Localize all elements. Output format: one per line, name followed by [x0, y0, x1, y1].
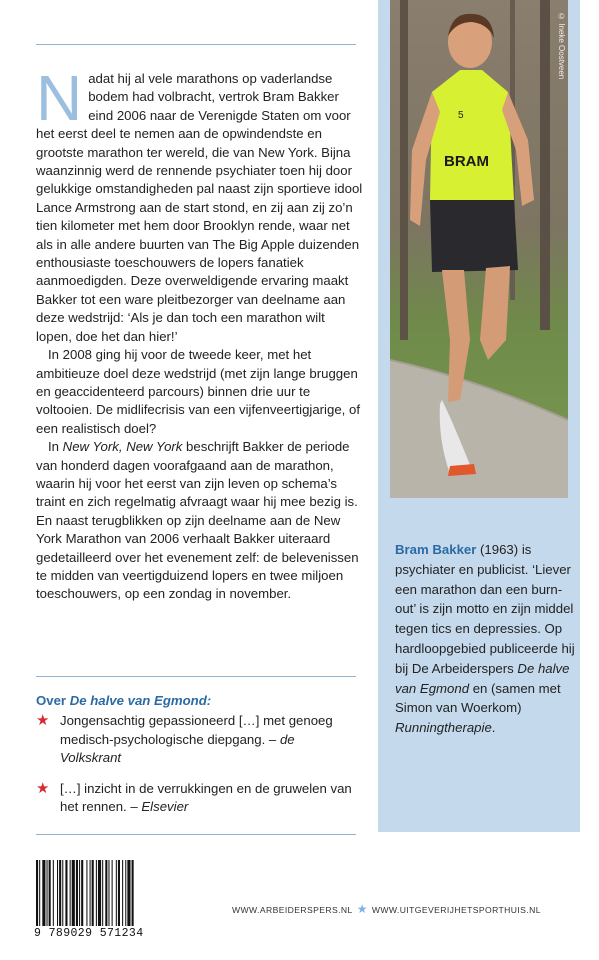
barcode-bar: [70, 860, 71, 926]
star-separator-icon: ★: [356, 902, 368, 916]
barcode-bar: [127, 860, 130, 926]
top-rule: [36, 44, 356, 45]
runner-illustration: [390, 0, 568, 498]
praise-title-book: De halve van Egmond:: [69, 693, 212, 708]
quote-2-source: Elsevier: [141, 799, 189, 815]
barcode-bar: [122, 860, 123, 926]
quote-2-text: […] inzicht in de verrukkingen en de gruwelen van het rennen. –: [60, 780, 352, 815]
book-title-italic: New York, New York: [62, 439, 183, 455]
barcode-bar: [125, 860, 126, 926]
barcode-bar: [59, 860, 61, 926]
photo-credit: © Ineke Oostveen: [557, 12, 566, 80]
praise-title: [36, 692, 356, 710]
barcode-bar: [108, 860, 109, 926]
barcode-bar: [36, 860, 38, 926]
barcode-bar: [132, 860, 134, 926]
barcode-bar: [53, 860, 54, 926]
p3-after: beschrijft Bakker de periode van honderd dagen voorafgaand aan de marathon, waarin hij voor het eerst van zijn leven op schema’s traint en zich regelmatig afvraagt waar hij mee bezig is. En naast terugblikken op zijn deelname aan de New York Marathon van 2006 verhaalt Bakker uiteraard gedetailleerd over het evenement zelf: de belevenissen te midden van veertigduizend lopers en twee miljoen toeschouwers, op een zondag in november.: [36, 439, 359, 602]
blurb-paragraph-3: [36, 438, 364, 604]
shirt-name: BRAM: [444, 153, 489, 170]
barcode-bar: [42, 860, 45, 926]
p3-before: In: [48, 439, 63, 455]
bio-book-2: Runningtherapie: [395, 720, 492, 736]
barcode-bar: [96, 860, 97, 926]
blurb-paragraph-1: [36, 62, 364, 346]
barcode-bar: [112, 860, 113, 926]
barcode-bar: [118, 860, 120, 926]
barcode-bar: [92, 860, 94, 926]
barcode-bars: [34, 860, 170, 926]
barcode-bar: [79, 860, 80, 926]
bio-text-2: en (samen met Simon van Woerkom): [395, 680, 561, 716]
runner-photo: [390, 0, 568, 498]
blurb-paragraph-2: In 2008 ging hij voor de tweede keer, met het ambitieuze doel deze wedstrijd (met zijn lange bruggen en geaccidenteerd parcours) binnen drie uur te voltooien. De midlifecrisis van een vijfenveertigjarige, of een realistisch doel?: [36, 347, 360, 436]
middle-rule: [36, 676, 356, 677]
barcode-bar: [81, 860, 83, 926]
blurb-p1-text: adat hij al vele marathons op vaderlandse bodem had volbracht, vertrok Bram Bakker eind 2006 naar de Verenigde Staten om voor het eerst deel te nemen aan de opwindendste en grootste marathon ter wereld, die van New York. Bijna waanzinnig werd de rennende psychiater toen hij door gelukkige omstandigheden pal naast zijn sportieve idool Lance Armstrong aan de start stond, en zij aan zij zo’n tien kilometer met hem door Brooklyn rende, waar net als in alle andere buurten van The Big Apple duizenden enthousiaste toeschouwers de lopers fanatiek aanmoedigden. Deze overweldigende ervaring maakt Bakker tot een ware pleitbezorger van deelname aan deze wedstrijd: ‘Als je dan toch een marathon wilt lopen, doe het dan hier!’: [36, 71, 363, 344]
quote-1-source: de Volkskrant: [60, 731, 295, 766]
blurb-text: [36, 62, 364, 604]
quote-2: [36, 780, 356, 817]
bib-number: 5: [458, 110, 464, 121]
star-icon: ★: [36, 779, 50, 797]
bio-end: .: [491, 720, 496, 736]
praise-section: [36, 692, 356, 828]
bottom-rule: [36, 834, 356, 835]
barcode-bar: [47, 860, 48, 926]
url-arbeiderspers[interactable]: WWW.ARBEIDERSPERS.NL: [232, 905, 353, 915]
barcode-bar: [86, 860, 87, 926]
barcode-bar: [57, 860, 58, 926]
barcode-bar: [76, 860, 78, 926]
author-name: Bram Bakker: [395, 542, 477, 557]
barcode-bar: [102, 860, 103, 926]
publisher-urls: [232, 902, 541, 916]
barcode-bar: [39, 860, 40, 926]
quote-1: [36, 712, 356, 767]
barcode-bar: [98, 860, 101, 926]
drop-cap: N: [36, 62, 83, 134]
star-icon: ★: [36, 712, 50, 730]
url-sporthuis[interactable]: WWW.UITGEVERIJHETSPORTHUIS.NL: [371, 905, 541, 915]
quote-1-text: Jongensachtig gepassioneerd […] met genoeg medisch-psychologische diepgang. –: [60, 713, 333, 747]
isbn-digits: 9 789029 571234: [34, 927, 144, 940]
barcode-bar: [90, 860, 91, 926]
bio-text-1: (1963) is psychiater en publicist. ‘Liever een marathon dan een burn-out’ is zijn motto en zijn middel tegen tics en depressies. Op hardloopgebied publiceerde hij bij De Arbeiderspers: [395, 542, 575, 676]
barcode-bar: [105, 860, 107, 926]
barcode-bar: [62, 860, 63, 926]
barcode-bar: [65, 860, 67, 926]
author-bio: [395, 540, 575, 738]
praise-title-prefix: Over: [36, 693, 70, 708]
barcode-bar: [116, 860, 117, 926]
barcode-bar: [49, 860, 51, 926]
barcode-bar: [72, 860, 75, 926]
bio-book-1: De halve van Egmond: [395, 660, 570, 696]
